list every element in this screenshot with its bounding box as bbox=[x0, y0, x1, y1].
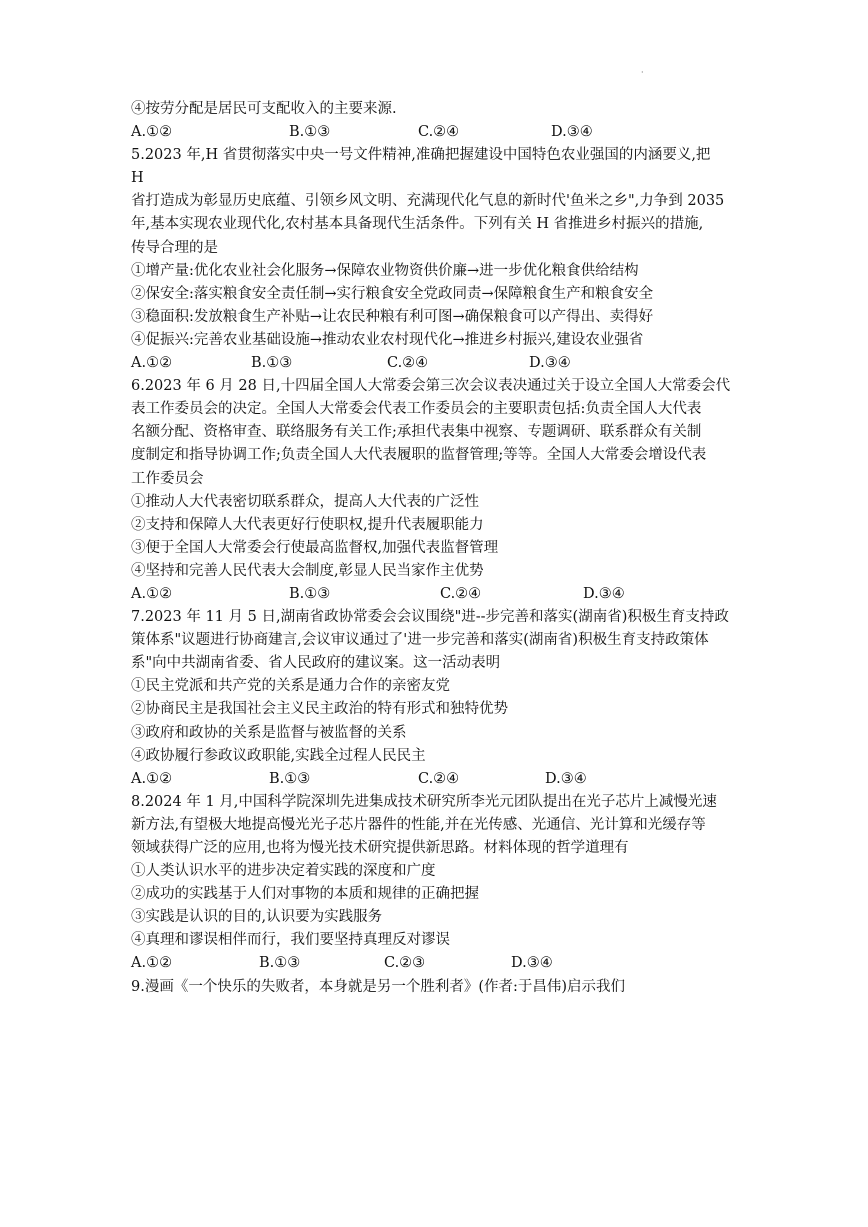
question-6-option-2: ②支持和保障人大代表更好行使职权,提升代表履职能力 bbox=[131, 516, 484, 533]
choice-c: C.②③ bbox=[384, 955, 426, 972]
choice-d: D.③④ bbox=[529, 355, 571, 372]
question-8-option-1: ①人类认识水平的进步决定着实践的深度和广度 bbox=[131, 863, 436, 880]
question-6 bbox=[131, 375, 771, 606]
question-5-option-4: ④促振兴:完善农业基础设施→推动农业农村现代化→推进乡村振兴,建设农业强省 bbox=[131, 331, 644, 348]
question-6-option-3: ③便于全国人大常委会行使最高监督权,加强代表监督管理 bbox=[131, 539, 499, 556]
question-5-stem-line: 5.2023 年,H 省贯彻落实中央一号文件精神,准确把握建设中国特色农业强国的内涵要义,把 bbox=[131, 147, 711, 164]
question-7-option-1: ①民主党派和共产党的关系是通力合作的亲密友党 bbox=[131, 678, 450, 695]
question-5-option-1: ①增产量:优化农业社会化服务→保障农业物资供价廉→进一步优化粮食供给结构 bbox=[131, 262, 639, 279]
choice-a: A.①② bbox=[131, 955, 173, 972]
question-7-choices bbox=[131, 768, 771, 791]
choice-d: D.③④ bbox=[511, 955, 553, 972]
question-5-stem-line: 传导合理的是 bbox=[131, 239, 218, 256]
question-7-option-3: ③政府和政协的关系是监督与被监督的关系 bbox=[131, 724, 407, 741]
question-8-option-3: ③实践是认识的目的,认识要为实践服务 bbox=[131, 909, 383, 926]
question-8 bbox=[131, 791, 771, 976]
choice-c: C.②④ bbox=[387, 355, 429, 372]
choice-b: B.①③ bbox=[289, 585, 331, 602]
question-6-stem-line: 6.2023 年 6 月 28 日,十四届全国人大常委会第三次会议表决通过关于设立全国人大常委会代 bbox=[131, 378, 731, 395]
question-6-stem-line: 度制定和指导协调工作;负责全国人大代表履职的监督管理;等等。全国人大常委会增设代表 bbox=[131, 447, 707, 464]
question-6-option-1: ①推动人大代表密切联系群众，提高人大代表的广泛性 bbox=[131, 493, 479, 510]
question-7 bbox=[131, 606, 771, 791]
question-7-option-2: ②协商民主是我国社会主义民主政治的特有形式和独特优势 bbox=[131, 701, 508, 718]
question-6-stem-line: 表工作委员会的决定。全国人大常委会代表工作委员会的主要职责包括:负责全国人大代表 bbox=[131, 401, 702, 418]
choice-a: A.①② bbox=[131, 585, 173, 602]
question-8-option-2: ②成功的实践基于人们对事物的本质和规律的正确把握 bbox=[131, 886, 479, 903]
choice-d: D.③④ bbox=[545, 770, 587, 787]
question-6-option-4: ④坚持和完善人民代表大会制度,彰显人民当家作主优势 bbox=[131, 562, 484, 579]
question-8-stem-line: 新方法,有望极大地提高慢光光子芯片器件的性能,并在光传感、光通信、光计算和光缓存等 bbox=[131, 816, 706, 833]
question-5-stem-line: 省打造成为彰显历史底蕴、引领乡风文明、充满现代化气息的新时代'鱼米之乡",力争到 2035 bbox=[131, 193, 725, 210]
choice-b: B.①③ bbox=[289, 124, 331, 141]
question-5-option-2: ②保安全:落实粮食安全责任制→实行粮食安全党政同责→保障粮食生产和粮食安全 bbox=[131, 285, 654, 302]
choice-c: C.②④ bbox=[440, 585, 482, 602]
question-5-option-3: ③稳面积:发放粮食生产补贴→让农民种粮有利可图→确保粮食可以产得出、卖得好 bbox=[131, 308, 654, 325]
question-6-stem-line: 名额分配、资格审查、联络服务有关工作;承担代表集中视察、专题调研、联系群众有关制 bbox=[131, 424, 702, 441]
question-6-choices bbox=[131, 583, 771, 606]
question-4-item-4: ④按劳分配是居民可支配收入的主要来源. bbox=[131, 101, 397, 117]
choice-b: B.①③ bbox=[269, 770, 311, 787]
top-mark: · bbox=[641, 68, 644, 77]
choice-d: D.③④ bbox=[551, 124, 593, 141]
question-4-choices bbox=[131, 121, 771, 144]
choice-d: D.③④ bbox=[583, 585, 625, 602]
question-4-tail bbox=[131, 98, 771, 144]
question-8-choices bbox=[131, 952, 771, 975]
choice-b: B.①③ bbox=[251, 355, 293, 372]
choice-c: C.②④ bbox=[418, 124, 460, 141]
question-7-stem-line: 策体系"议题进行协商建言,会议审议通过了'进一步完善和落实(湖南省)积极生育支持政策体 bbox=[131, 632, 709, 649]
question-6-stem-line: 工作委员会 bbox=[131, 470, 204, 487]
question-9-stem-line: 9.漫画《一个快乐的失败者，本身就是另一个胜利者》(作者:于昌伟)启示我们 bbox=[131, 978, 626, 995]
choice-c: C.②④ bbox=[418, 770, 460, 787]
question-8-option-4: ④真理和谬误相伴而行，我们要坚持真理反对谬误 bbox=[131, 932, 450, 949]
question-5-choices bbox=[131, 352, 771, 375]
question-5 bbox=[131, 144, 771, 375]
choice-b: B.①③ bbox=[259, 955, 301, 972]
question-9 bbox=[131, 976, 771, 999]
question-7-stem-line: 7.2023 年 11 月 5 日,湖南省政协常委会会议围绕"进--步完善和落实(湖南省)积极生育支持政 bbox=[131, 609, 729, 626]
choice-a: A.①② bbox=[131, 355, 173, 372]
choice-a: A.①② bbox=[131, 770, 173, 787]
question-5-stem-line: 年,基本实现农业现代化,农村基本具备现代生活条件。下列有关 H 省推进乡村振兴的措施, bbox=[131, 216, 704, 233]
question-8-stem-line: 8.2024 年 1 月,中国科学院深圳先进集成技术研究所李光元团队提出在光子芯片上减慢光速 bbox=[131, 793, 717, 810]
question-7-option-4: ④政协履行参政议政职能,实践全过程人民民主 bbox=[131, 747, 426, 764]
question-7-stem-line: 系"向中共湖南省委、省人民政府的建议案。这一活动表明 bbox=[131, 655, 501, 672]
question-8-stem-line: 领域获得广泛的应用,也将为慢光技术研究提供新思路。材料体现的哲学道理有 bbox=[131, 840, 629, 856]
question-list bbox=[131, 98, 771, 999]
question-5-stem-line: H bbox=[131, 170, 144, 187]
choice-a: A.①② bbox=[131, 124, 173, 141]
